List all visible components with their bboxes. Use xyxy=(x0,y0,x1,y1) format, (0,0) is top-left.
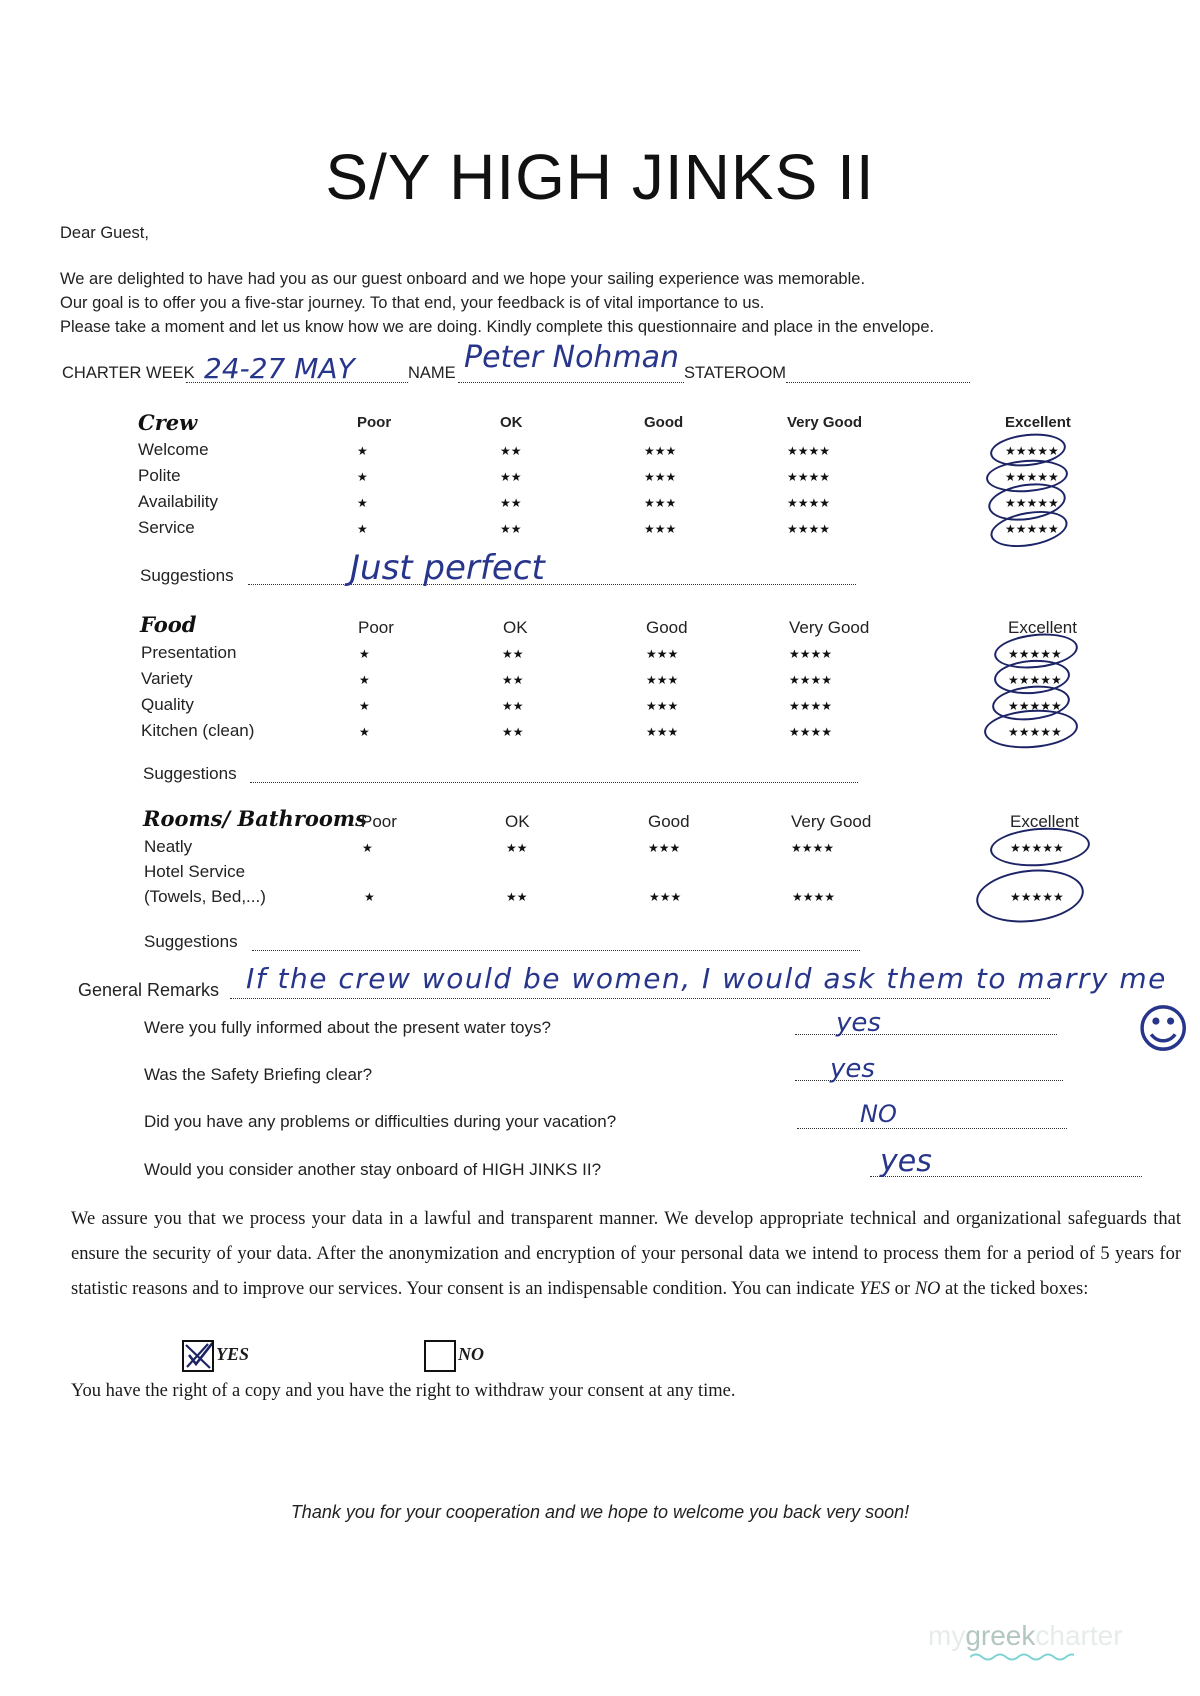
crew-col-good: Good xyxy=(644,414,684,431)
consent-no-label: NO xyxy=(458,1344,484,1364)
general-remarks-field[interactable]: If the crew would be women, I would ask them to marry me xyxy=(246,962,1167,995)
question-problems-line xyxy=(797,1128,1067,1129)
answer-another-stay[interactable]: yes xyxy=(880,1144,932,1179)
crew-welcome-star-4[interactable]: ★★★★ xyxy=(787,444,831,458)
crew-polite-star-3[interactable]: ★★★ xyxy=(644,470,677,484)
food-col-ok: OK xyxy=(503,618,528,637)
crew-section-title: Crew xyxy=(138,410,198,435)
crew-availability-star-1[interactable]: ★ xyxy=(357,496,368,510)
crew-item-service: Service xyxy=(138,518,195,537)
consent-no-checkbox[interactable] xyxy=(424,1340,456,1372)
question-water-toys-line xyxy=(795,1034,1057,1035)
data-privacy-no: NO xyxy=(914,1279,941,1299)
rooms-neatly-star-1[interactable]: ★ xyxy=(362,841,373,855)
food-kitchen-star-5[interactable]: ★★★★★ xyxy=(1008,725,1062,739)
charter-week-field[interactable]: 24-27 MAY xyxy=(204,352,355,385)
crew-polite-star-4[interactable]: ★★★★ xyxy=(787,470,831,484)
consent-yes-label: YES xyxy=(216,1344,250,1364)
watermark-post: charter xyxy=(1035,1620,1123,1651)
crew-polite-star-2[interactable]: ★★ xyxy=(500,470,522,484)
answer-water-toys[interactable]: yes xyxy=(836,1008,881,1038)
general-remarks-line xyxy=(230,998,1050,999)
rooms-col-ok: OK xyxy=(505,812,530,831)
crew-item-polite: Polite xyxy=(138,466,181,485)
rooms-towels-star-1[interactable]: ★ xyxy=(364,890,375,904)
food-section-title: Food xyxy=(140,612,197,637)
food-col-poor: Poor xyxy=(358,618,394,637)
food-item-kitchen: Kitchen (clean) xyxy=(141,721,255,740)
question-safety-briefing: Was the Safety Briefing clear? xyxy=(144,1065,373,1084)
food-quality-star-1[interactable]: ★ xyxy=(359,699,370,713)
answer-problems[interactable]: NO xyxy=(860,1100,897,1128)
crew-col-poor: Poor xyxy=(357,414,392,431)
general-remarks-label: General Remarks xyxy=(78,980,220,1000)
crew-col-very-good: Very Good xyxy=(787,414,863,431)
rooms-suggestions-line xyxy=(252,950,860,951)
food-quality-star-5[interactable]: ★★★★★ xyxy=(1008,699,1062,713)
name-field[interactable]: Peter Nohman xyxy=(464,340,680,375)
food-item-variety: Variety xyxy=(141,669,193,688)
intro-line-1: We are delighted to have had you as our guest onboard and we hope your sailing experience was memorable. xyxy=(60,270,866,288)
crew-item-availability: Availability xyxy=(138,492,219,511)
crew-availability-star-2[interactable]: ★★ xyxy=(500,496,522,510)
food-kitchen-star-1[interactable]: ★ xyxy=(359,725,370,739)
food-quality-star-3[interactable]: ★★★ xyxy=(646,699,679,713)
question-water-toys: Were you fully informed about the present water toys? xyxy=(144,1018,551,1037)
food-item-quality: Quality xyxy=(141,695,194,714)
food-kitchen-star-2[interactable]: ★★ xyxy=(502,725,524,739)
food-col-excellent: Excellent xyxy=(1008,618,1077,637)
food-col-good: Good xyxy=(646,618,688,637)
crew-service-star-2[interactable]: ★★ xyxy=(500,522,522,536)
data-privacy-yes: YES xyxy=(859,1279,891,1299)
rooms-neatly-star-2[interactable]: ★★ xyxy=(506,841,528,855)
food-quality-star-4[interactable]: ★★★★ xyxy=(789,699,833,713)
stateroom-line xyxy=(786,382,970,383)
crew-suggestions-line xyxy=(248,584,856,585)
food-variety-star-4[interactable]: ★★★★ xyxy=(789,673,833,687)
food-presentation-star-5[interactable]: ★★★★★ xyxy=(1008,647,1062,661)
rooms-col-good: Good xyxy=(648,812,690,831)
question-problems: Did you have any problems or difficulties during your vacation? xyxy=(144,1112,617,1131)
intro-line-3: Please take a moment and let us know how we are doing. Kindly complete this questionnaire and place in the envelope. xyxy=(60,318,935,336)
crew-service-star-1[interactable]: ★ xyxy=(357,522,368,536)
food-col-very-good: Very Good xyxy=(789,618,870,637)
watermark-pre: my xyxy=(928,1620,966,1651)
rooms-col-very-good: Very Good xyxy=(791,812,872,831)
food-kitchen-star-4[interactable]: ★★★★ xyxy=(789,725,833,739)
crew-col-excellent: Excellent xyxy=(1005,414,1071,431)
crew-availability-star-4[interactable]: ★★★★ xyxy=(787,496,831,510)
intro-line-2: Our goal is to offer you a five-star journey. To that end, your feedback is of vital importance to us. xyxy=(60,294,765,312)
crew-item-welcome: Welcome xyxy=(138,440,209,459)
crew-availability-star-5[interactable]: ★★★★★ xyxy=(1005,496,1059,510)
food-presentation-star-4[interactable]: ★★★★ xyxy=(789,647,833,661)
data-privacy-or: or xyxy=(890,1279,915,1299)
data-privacy-text: We assure you that we process your data in a lawful and transparent manner. We develop appropriate technical and organizational safeguards that ensure the security of your data. After the anonymization and encryption of your personal data we intend to process them for a period of 5 years for statistic reasons and to improve our services. Your consent is an indispensable condition. You can indicate xyxy=(71,1209,1181,1299)
data-privacy-paragraph xyxy=(71,1202,1181,1307)
rooms-neatly-star-4[interactable]: ★★★★ xyxy=(791,841,835,855)
rooms-item-hotel-service: Hotel Service xyxy=(144,862,246,881)
smiley-icon: ☺ xyxy=(1136,1000,1191,1060)
watermark-logo xyxy=(928,1620,1123,1652)
food-item-presentation: Presentation xyxy=(141,643,237,662)
food-suggestions-line xyxy=(250,782,858,783)
rooms-neatly-star-3[interactable]: ★★★ xyxy=(648,841,681,855)
watermark-wave-icon xyxy=(970,1652,1074,1662)
rooms-col-poor: Poor xyxy=(361,812,397,831)
rooms-towels-star-5[interactable]: ★★★★★ xyxy=(1010,890,1064,904)
charter-week-label: CHARTER WEEK xyxy=(62,364,195,382)
food-quality-star-2[interactable]: ★★ xyxy=(502,699,524,713)
crew-polite-star-1[interactable]: ★ xyxy=(357,470,368,484)
rooms-towels-star-3[interactable]: ★★★ xyxy=(649,890,682,904)
crew-service-star-4[interactable]: ★★★★ xyxy=(787,522,831,536)
crew-service-star-3[interactable]: ★★★ xyxy=(644,522,677,536)
crew-welcome-star-1[interactable]: ★ xyxy=(357,444,368,458)
food-kitchen-star-3[interactable]: ★★★ xyxy=(646,725,679,739)
crew-welcome-star-2[interactable]: ★★ xyxy=(500,444,522,458)
crew-suggestions-field[interactable]: Just perfect xyxy=(350,548,545,588)
answer-safety-briefing[interactable]: yes xyxy=(830,1054,875,1084)
name-label: NAME xyxy=(408,364,456,382)
food-presentation-star-3[interactable]: ★★★ xyxy=(646,647,679,661)
greeting: Dear Guest, xyxy=(60,224,149,242)
crew-welcome-star-3[interactable]: ★★★ xyxy=(644,444,677,458)
food-variety-star-1[interactable]: ★ xyxy=(359,673,370,687)
food-presentation-star-1[interactable]: ★ xyxy=(359,647,370,661)
crew-service-star-5[interactable]: ★★★★★ xyxy=(1005,522,1059,536)
rooms-col-excellent: Excellent xyxy=(1010,812,1079,831)
page-title: S/Y HIGH JINKS II xyxy=(325,141,875,213)
rooms-item-neatly: Neatly xyxy=(144,837,193,856)
closing-thanks: Thank you for your cooperation and we hope to welcome you back very soon! xyxy=(290,1502,910,1522)
rooms-neatly-star-5[interactable]: ★★★★★ xyxy=(1010,841,1064,855)
rooms-neatly-selection-circle xyxy=(989,825,1091,870)
food-suggestions-label: Suggestions xyxy=(143,764,237,783)
rooms-suggestions-label: Suggestions xyxy=(144,932,238,951)
crew-welcome-star-5[interactable]: ★★★★★ xyxy=(1005,444,1059,458)
crew-availability-star-3[interactable]: ★★★ xyxy=(644,496,677,510)
question-another-stay: Would you consider another stay onboard of HIGH JINKS II? xyxy=(144,1160,602,1179)
rooms-towels-selection-circle xyxy=(974,864,1087,927)
food-variety-star-2[interactable]: ★★ xyxy=(502,673,524,687)
food-variety-star-3[interactable]: ★★★ xyxy=(646,673,679,687)
rooms-section-title: Rooms/ Bathrooms xyxy=(143,806,367,831)
crew-suggestions-label: Suggestions xyxy=(140,566,234,585)
crew-col-ok: OK xyxy=(500,414,523,431)
name-line xyxy=(458,382,684,383)
stateroom-label: STATEROOM xyxy=(684,364,787,382)
crew-polite-star-5[interactable]: ★★★★★ xyxy=(1005,470,1059,484)
consent-yes-checkbox[interactable] xyxy=(182,1340,214,1372)
food-variety-star-5[interactable]: ★★★★★ xyxy=(1008,673,1062,687)
rooms-towels-star-2[interactable]: ★★ xyxy=(506,890,528,904)
rooms-item-towels-bed: (Towels, Bed,...) xyxy=(144,887,266,906)
food-presentation-star-2[interactable]: ★★ xyxy=(502,647,524,661)
watermark-main: greek xyxy=(965,1620,1036,1651)
withdraw-consent-text: You have the right of a copy and you have the right to withdraw your consent at any time. xyxy=(71,1381,736,1401)
data-privacy-text-end: at the ticked boxes: xyxy=(940,1279,1089,1299)
rooms-towels-star-4[interactable]: ★★★★ xyxy=(792,890,836,904)
checkmark-icon xyxy=(184,1342,212,1370)
